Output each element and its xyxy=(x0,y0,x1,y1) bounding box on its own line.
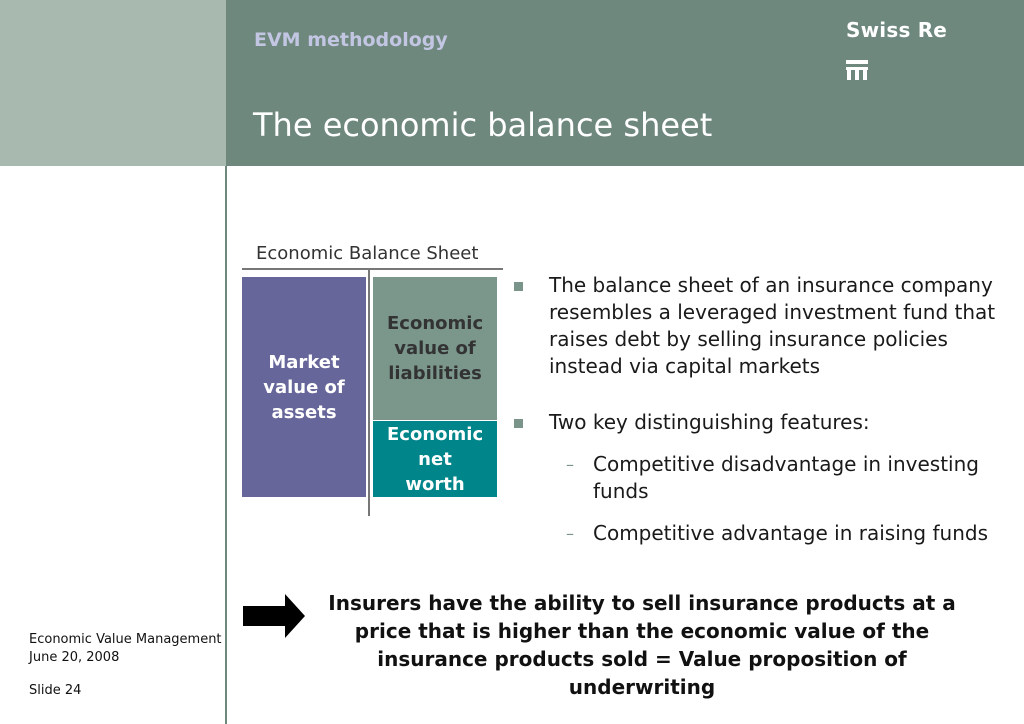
net-worth-label: Economic net worth xyxy=(387,423,484,495)
slide-title: The economic balance sheet xyxy=(253,106,713,144)
balance-sheet-heading: Economic Balance Sheet xyxy=(256,243,479,264)
header-left-panel xyxy=(0,0,226,166)
assets-label: Market value of assets xyxy=(263,351,345,423)
assets-block xyxy=(242,277,366,497)
balance-sheet-center-line xyxy=(368,268,370,516)
conclusion-text: Insurers have the ability to sell insurance products at a price that is higher than the economic value of the insurance products sold = Value proposition of underwriting xyxy=(328,591,956,699)
footer-title: Economic Value Management xyxy=(29,632,222,647)
slide-number: Slide 24 xyxy=(29,683,82,698)
dash-icon: – xyxy=(566,455,574,474)
sub-bullet-item: Competitive disadvantage in investing funds xyxy=(593,452,979,503)
bullet-item: Two key distinguishing features: xyxy=(549,410,870,434)
bullet-square-icon xyxy=(514,282,523,291)
liabilities-block xyxy=(373,277,497,420)
section-label: EVM methodology xyxy=(254,29,448,51)
dash-icon: – xyxy=(566,524,574,543)
brand-name: Swiss Re xyxy=(846,18,948,42)
right-arrow-icon xyxy=(243,594,305,638)
bullet-square-icon xyxy=(514,419,523,428)
balance-sheet-top-rule xyxy=(242,268,503,270)
vertical-divider xyxy=(225,166,227,724)
net-worth-block xyxy=(373,421,497,497)
footer-date: June 20, 2008 xyxy=(29,650,120,665)
liabilities-label: Economic value of liabilities xyxy=(387,313,484,384)
bullet-item: The balance sheet of an insurance company resembles a leveraged investment fund that raises debt by selling insurance policies instead via capital markets xyxy=(549,273,996,378)
swiss-re-logo-icon xyxy=(846,60,868,80)
sub-bullet-item: Competitive advantage in raising funds xyxy=(593,521,988,545)
